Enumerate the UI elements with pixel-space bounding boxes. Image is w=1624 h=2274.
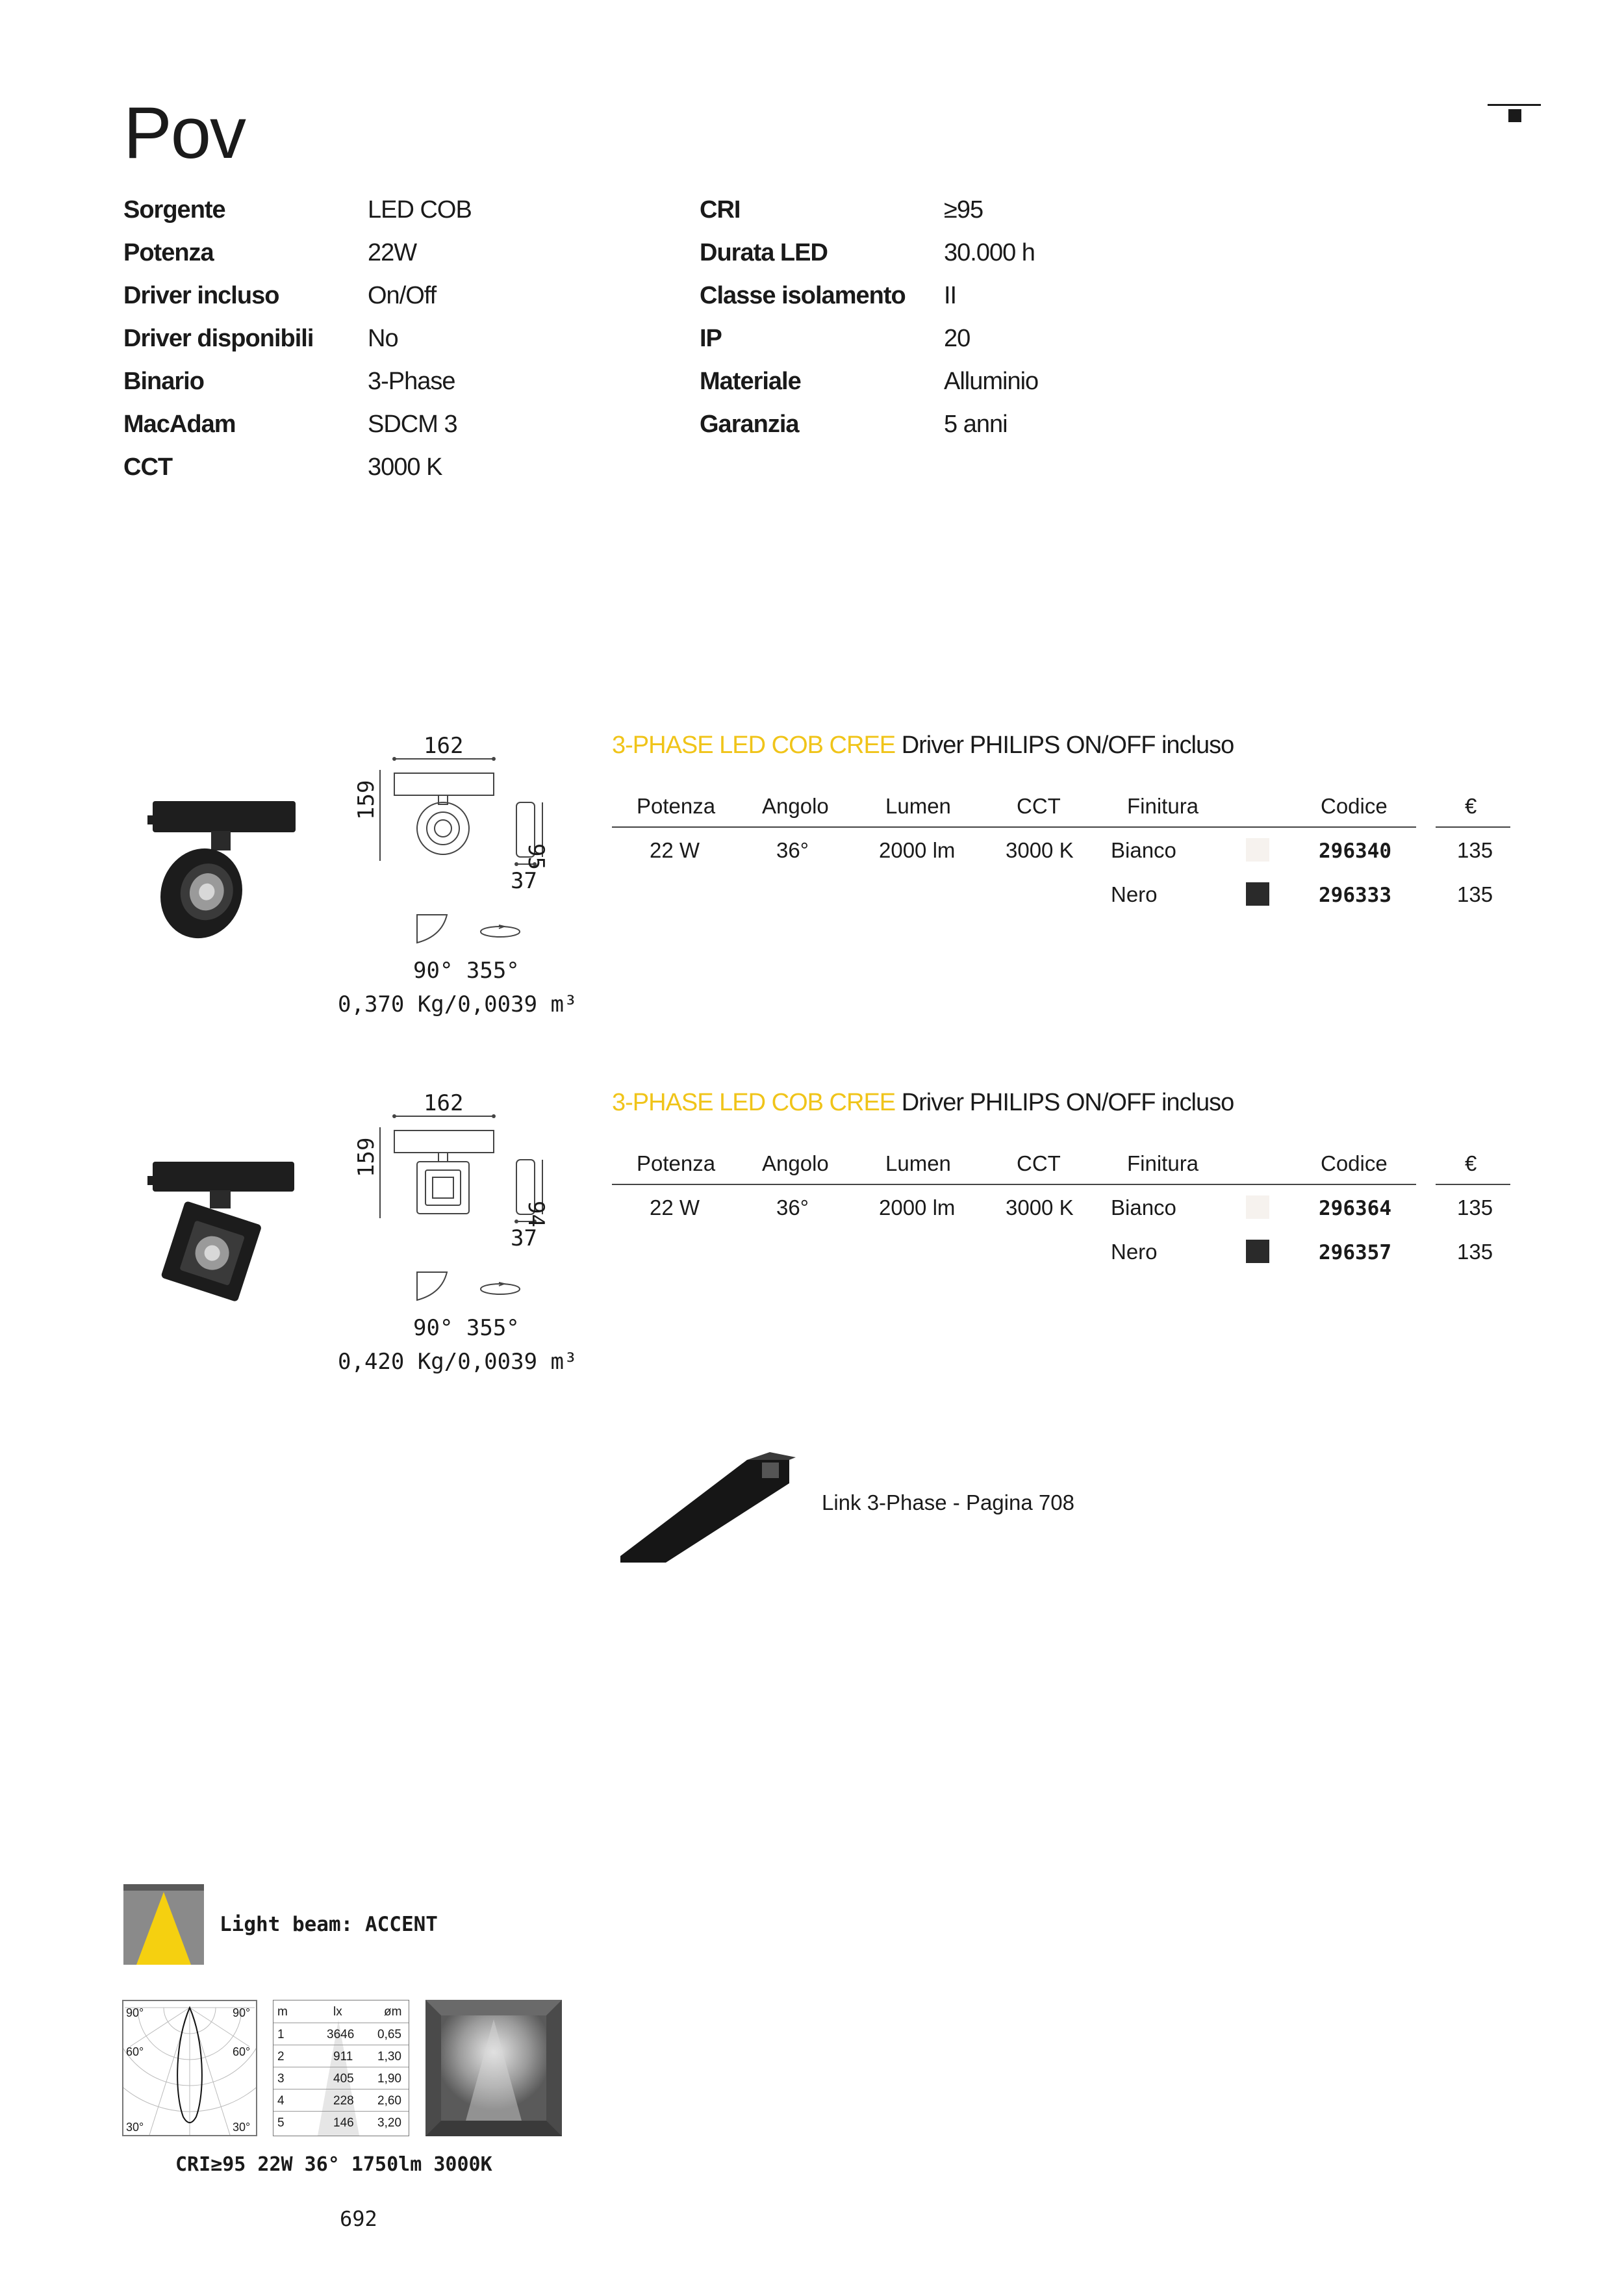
col-lumen: Lumen — [885, 1151, 951, 1175]
cell-prezzo: 135 — [1457, 838, 1493, 862]
cell-finitura: Bianco — [1111, 838, 1176, 862]
cell-potenza: 22 W — [650, 1195, 700, 1220]
spec-value: On/Off — [368, 282, 437, 309]
spec-label: IP — [700, 325, 722, 352]
lux-cell: 3,20 — [377, 2116, 401, 2130]
tilt-rotation-icon — [416, 913, 526, 946]
table-divider — [612, 1184, 1416, 1185]
spec-label: Driver disponibili — [123, 325, 314, 352]
col-codice: Codice — [1321, 1151, 1388, 1175]
weight-volume: 0,370 Kg/0,0039 m³ — [338, 991, 577, 1017]
spec-label: MacAdam — [123, 411, 236, 438]
spec-value: SDCM 3 — [368, 411, 457, 438]
col-codice: Codice — [1321, 794, 1388, 818]
cell-angolo: 36° — [776, 1195, 809, 1220]
spec-value: 3-Phase — [368, 368, 455, 395]
lux-cell: 1,30 — [377, 2050, 401, 2063]
col-finitura: Finitura — [1127, 1151, 1199, 1175]
cell-codice: 296357 — [1319, 1241, 1391, 1264]
spec-value: 30.000 h — [944, 239, 1035, 266]
table-divider — [1436, 1184, 1510, 1185]
swatch-bianco — [1246, 838, 1269, 862]
dim-height: 159 — [353, 1137, 379, 1177]
lux-row — [273, 2089, 409, 2111]
cell-lumen: 2000 lm — [879, 838, 956, 862]
lux-cell: 911 — [333, 2050, 353, 2063]
spec-label: Sorgente — [123, 196, 225, 224]
tilt-rotation-icon — [416, 1271, 526, 1303]
dim-width: 162 — [424, 1090, 464, 1116]
cell-codice: 296333 — [1319, 884, 1391, 907]
polar-label: 30° — [233, 2121, 251, 2134]
spec-value: 5 anni — [944, 411, 1008, 438]
spec-label: CRI — [700, 196, 741, 224]
spec-value: ≥95 — [944, 196, 983, 224]
dim-base: 37 — [511, 868, 537, 894]
cell-potenza: 22 W — [650, 838, 700, 862]
polar-label: 90° — [126, 2006, 144, 2019]
lux-cell: 1 — [277, 2028, 285, 2041]
lux-table — [273, 2000, 409, 2136]
swatch-nero — [1246, 882, 1269, 906]
lux-cell: 146 — [333, 2116, 354, 2130]
spec-value: Alluminio — [944, 368, 1039, 395]
col-angolo: Angolo — [762, 794, 829, 818]
lux-header-row — [273, 2000, 409, 2023]
polar-label: 60° — [126, 2045, 144, 2058]
spec-value: LED COB — [368, 196, 472, 224]
lux-cell: 0,65 — [377, 2028, 401, 2041]
cell-cct: 3000 K — [1006, 1195, 1074, 1220]
polar-label: 90° — [233, 2006, 251, 2019]
dim-width: 162 — [424, 733, 464, 759]
lux-row — [273, 2067, 409, 2089]
page-number: 692 — [340, 2206, 377, 2231]
dim-depth: 94 — [523, 1201, 549, 1227]
track-rail-image — [614, 1452, 796, 1563]
lux-row — [273, 2111, 409, 2133]
tilt-angles: 90° 355° — [413, 1315, 520, 1341]
spec-label: Materiale — [700, 368, 801, 395]
product-photo-square — [146, 1158, 302, 1307]
lux-header: m — [277, 2005, 288, 2019]
spec-value: 3000 K — [368, 454, 442, 481]
swatch-nero — [1246, 1240, 1269, 1263]
lux-cell: 4 — [277, 2094, 285, 2108]
col-cct: CCT — [1017, 794, 1061, 818]
spec-value: II — [944, 282, 957, 309]
spec-value: 22W — [368, 239, 417, 266]
spec-label: CCT — [123, 454, 173, 481]
light-beam-icon — [123, 1884, 204, 1965]
spec-label: Durata LED — [700, 239, 828, 266]
lux-header: lx — [333, 2005, 342, 2019]
cell-finitura: Nero — [1111, 1240, 1158, 1264]
heading-accent: 3-PHASE LED COB CREE — [612, 732, 896, 759]
polar-label: 60° — [233, 2045, 251, 2058]
light-beam-label: Light beam: ACCENT — [220, 1913, 438, 1936]
lux-cell: 228 — [333, 2094, 354, 2108]
weight-volume: 0,420 Kg/0,0039 m³ — [338, 1349, 577, 1375]
col-cct: CCT — [1017, 1151, 1061, 1175]
page-title: Pov — [123, 92, 245, 173]
cell-finitura: Nero — [1111, 882, 1158, 906]
spec-label: Binario — [123, 368, 204, 395]
lux-row — [273, 2045, 409, 2067]
link-3phase-reference[interactable]: Link 3-Phase - Pagina 708 — [822, 1490, 1074, 1514]
lux-cell: 3 — [277, 2072, 285, 2086]
footer-spec: CRI≥95 22W 36° 1750lm 3000K — [175, 2153, 492, 2176]
cell-finitura: Bianco — [1111, 1195, 1176, 1220]
spec-value: 20 — [944, 325, 971, 352]
light-effect-render — [425, 2000, 562, 2136]
table-divider — [612, 826, 1416, 828]
swatch-bianco — [1246, 1195, 1269, 1219]
spec-label: Driver incluso — [123, 282, 279, 309]
dim-base: 37 — [511, 1225, 537, 1251]
col-prezzo: € — [1465, 1151, 1477, 1175]
product-photo-round — [146, 796, 302, 952]
spec-value: No — [368, 325, 398, 352]
dim-height: 159 — [353, 780, 379, 820]
col-finitura: Finitura — [1127, 794, 1199, 818]
polar-label: 30° — [126, 2121, 144, 2134]
col-prezzo: € — [1465, 794, 1477, 818]
spec-label: Classe isolamento — [700, 282, 906, 309]
col-potenza: Potenza — [637, 1151, 716, 1175]
cell-codice: 296364 — [1319, 1197, 1391, 1220]
lux-row — [273, 2023, 409, 2045]
col-potenza: Potenza — [637, 794, 716, 818]
heading-rest: Driver PHILIPS ON/OFF incluso — [901, 732, 1234, 759]
heading-rest: Driver PHILIPS ON/OFF incluso — [901, 1089, 1234, 1116]
product-heading — [612, 1089, 1234, 1117]
track-light-icon — [1488, 104, 1541, 123]
heading-accent: 3-PHASE LED COB CREE — [612, 1089, 896, 1116]
lux-cell: 405 — [333, 2072, 354, 2086]
dim-depth: 95 — [523, 843, 549, 870]
lux-cell: 1,90 — [377, 2072, 401, 2086]
cell-lumen: 2000 lm — [879, 1195, 956, 1220]
lux-cell: 5 — [277, 2116, 285, 2130]
lux-cell: 2 — [277, 2050, 285, 2063]
tilt-angles: 90° 355° — [413, 958, 520, 984]
cell-codice: 296340 — [1319, 839, 1391, 863]
cell-prezzo: 135 — [1457, 1240, 1493, 1264]
cell-prezzo: 135 — [1457, 1195, 1493, 1220]
cell-prezzo: 135 — [1457, 882, 1493, 906]
spec-label: Potenza — [123, 239, 214, 266]
polar-diagram — [122, 2000, 257, 2136]
spec-label: Garanzia — [700, 411, 799, 438]
table-divider — [1436, 826, 1510, 828]
col-angolo: Angolo — [762, 1151, 829, 1175]
product-heading — [612, 732, 1234, 760]
lux-cell: 3646 — [327, 2028, 355, 2041]
lux-header: øm — [384, 2005, 402, 2019]
cell-angolo: 36° — [776, 838, 809, 862]
lux-cell: 2,60 — [377, 2094, 401, 2108]
cell-cct: 3000 K — [1006, 838, 1074, 862]
col-lumen: Lumen — [885, 794, 951, 818]
